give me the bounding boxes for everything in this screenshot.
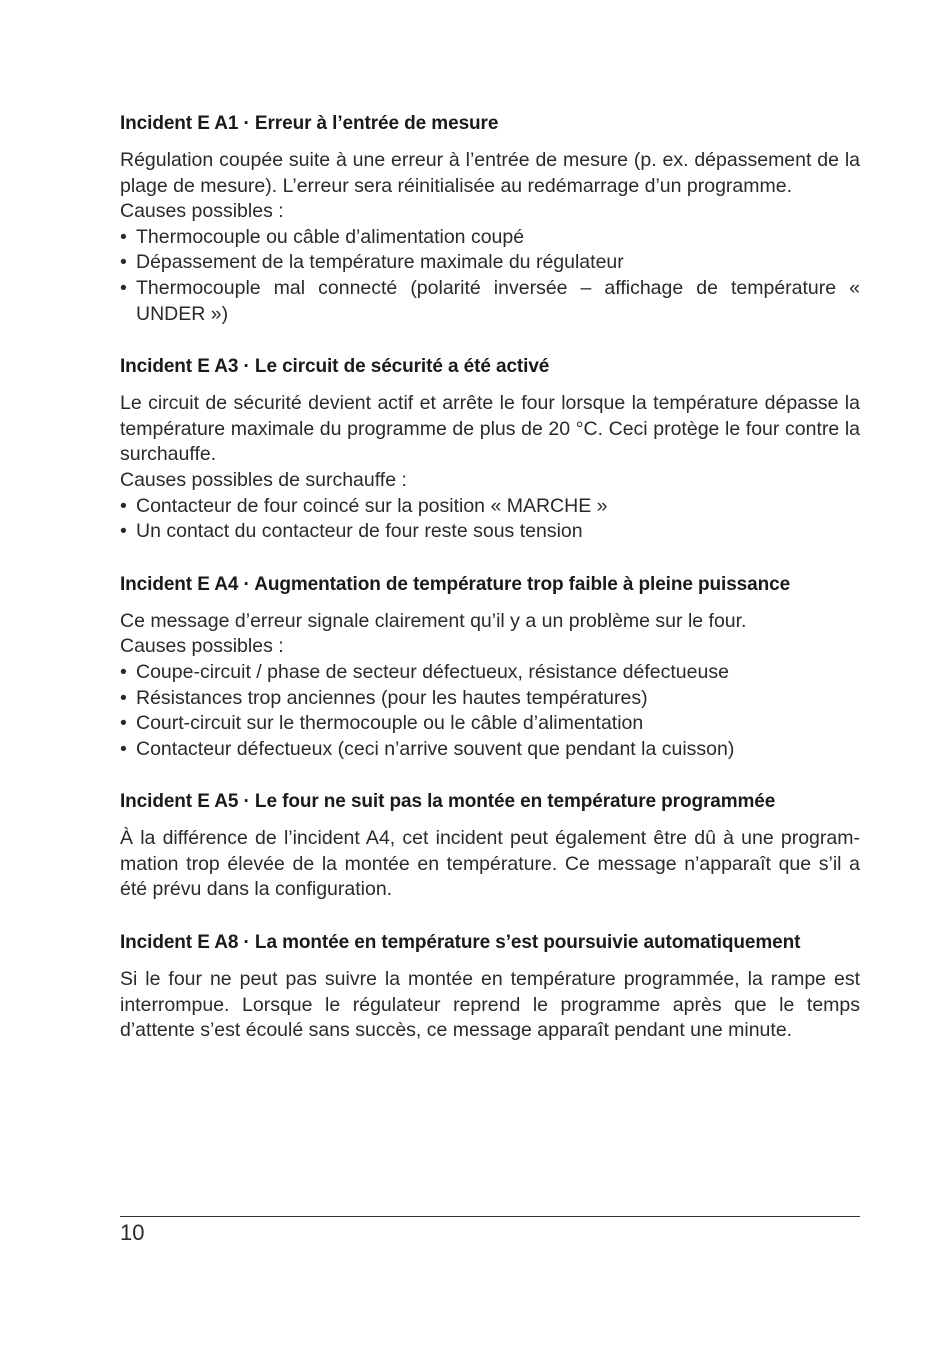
list-item <box>120 276 860 327</box>
section-heading: Incident E A1 · Erreur à l’entrée de mesure <box>120 113 499 134</box>
section-incident-a8 <box>120 930 860 1044</box>
bullet-icon: • <box>120 737 127 760</box>
list-item-text: Thermocouple mal connecté (polarité inversée – affichage de température « UNDER ») <box>136 276 860 325</box>
section-incident-a4 <box>120 572 860 763</box>
list-item-text: Thermocouple ou câble d’alimentation coupé <box>136 225 525 248</box>
causes-list <box>120 660 860 762</box>
causes-label: Causes possibles de surchauffe : <box>120 468 407 491</box>
section-paragraph: Si le four ne peut pas suivre la montée en température programmée, la rampe est interrompue. Lorsque le régulateur reprend le programme après que le temps d’attente s’est écoulé sans succès, ce message apparaît pendant une minute. <box>120 968 860 1042</box>
list-item-text: Un contact du contacteur de four reste sous tension <box>136 520 583 543</box>
section-paragraph: Régulation coupée suite à une erreur à l’entrée de mesure (p. ex. dépassement de la plage de mesure). L’erreur sera réinitialisée au redémarrage d’un programme. <box>120 149 860 197</box>
list-item <box>120 519 860 545</box>
list-item-text: Court-circuit sur le thermocouple ou le câble d’alimentation <box>136 712 644 735</box>
list-item <box>120 250 860 276</box>
section-paragraph: Ce message d’erreur signale clairement qu’il y a un problème sur le four. <box>120 609 747 632</box>
causes-list <box>120 225 860 327</box>
section-incident-a1 <box>120 111 860 327</box>
section-incident-a3 <box>120 354 860 545</box>
causes-list <box>120 494 860 545</box>
section-paragraph: À la différence de l’incident A4, cet incident peut également être dû à une programmation trop élevée de la montée en température. Ce message n’apparaît que s’il a été prévu dans la configuration. <box>120 827 860 901</box>
section-heading: Incident E A3 · Le circuit de sécurité a été activé <box>120 356 550 378</box>
list-item <box>120 711 860 737</box>
list-item-text: Contacteur défectueux (ceci n’arrive souvent que pendant la cuisson) <box>136 737 735 760</box>
causes-label: Causes possibles : <box>120 200 284 223</box>
bullet-icon: • <box>120 251 127 274</box>
bullet-icon: • <box>120 494 127 517</box>
section-paragraph: Le circuit de sécurité devient actif et arrête le four lorsque la température dépasse la température maximale du programme de plus de 20 °C. Ceci protège le four contre la surchauffe. <box>120 392 860 466</box>
list-item <box>120 494 860 520</box>
bullet-icon: • <box>120 712 127 735</box>
bullet-icon: • <box>120 520 127 543</box>
section-heading: Incident E A4 · Augmentation de température trop faible à pleine puissance <box>120 573 791 595</box>
bullet-icon: • <box>120 225 127 248</box>
list-item <box>120 225 860 251</box>
footer-divider <box>120 1216 860 1217</box>
document-body <box>120 111 860 1044</box>
list-item-text: Résistances trop anciennes (pour les hautes températures) <box>136 686 648 709</box>
list-item-text: Contacteur de four coincé sur la position « MARCHE » <box>136 494 608 517</box>
bullet-icon: • <box>120 660 127 683</box>
section-heading: Incident E A5 · Le four ne suit pas la montée en température programmée <box>120 791 776 813</box>
section-incident-a5 <box>120 789 860 903</box>
list-item <box>120 660 860 686</box>
bullet-icon: • <box>120 686 127 709</box>
list-item <box>120 737 860 763</box>
list-item-text: Coupe-circuit / phase de secteur défectueux, résistance défectueuse <box>136 660 729 683</box>
list-item <box>120 686 860 712</box>
bullet-icon: • <box>120 276 127 299</box>
page-number: 10 <box>120 1220 145 1245</box>
section-heading: Incident E A8 · La montée en température s’est poursuivie automatiquement <box>120 932 801 954</box>
causes-label: Causes possibles : <box>120 635 284 658</box>
list-item-text: Dépassement de la température maximale du régulateur <box>136 251 624 274</box>
